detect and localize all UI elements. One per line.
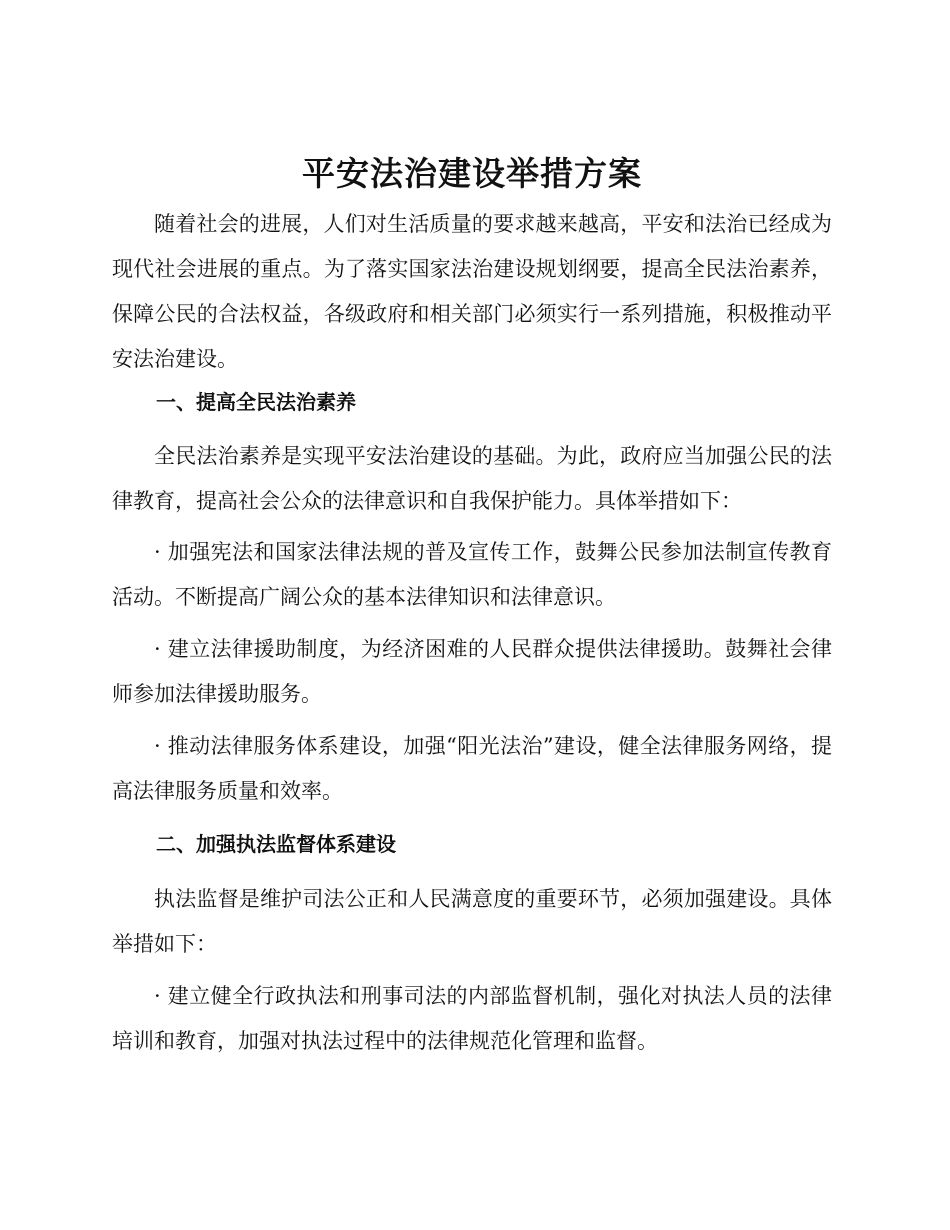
- document-title: 平安法治建设举措方案: [302, 154, 642, 193]
- section-2-heading: 二、加强执法监督体系建设: [156, 832, 396, 856]
- intro-paragraph: 随着社会的进展，人们对生活质量的要求越来越高，平安和法治已经成为现代社会进展的重点。为了落实国家法治建设规划纲要，提高全民法治素养，保障公民的合法权益，各级政府和相关部门必须实行一系列措施，积极推动平安法治建设。: [112, 212, 832, 371]
- section-1-bullet-3: · 推动法律服务体系建设，加强“阳光法治”建设，健全法律服务网络，提高法律服务质量和效率。: [112, 734, 832, 803]
- section-2-bullet-1: · 建立健全行政执法和刑事司法的内部监督机制，强化对执法人员的法律培训和教育，加强对执法过程中的法律规范化管理和监督。: [112, 984, 832, 1053]
- section-1-bullet-2: · 建立法律援助制度，为经济困难的人民群众提供法律援助。鼓舞社会律师参加法律援助服务。: [112, 637, 832, 706]
- section-1-heading: 一、提高全民法治素养: [156, 390, 356, 414]
- section-1-bullet-1: · 加强宪法和国家法律法规的普及宣传工作，鼓舞公民参加法制宣传教育活动。不断提高广阔公众的基本法律知识和法律意识。: [112, 540, 832, 609]
- section-1-intro: 全民法治素养是实现平安法治建设的基础。为此，政府应当加强公民的法律教育，提高社会公众的法律意识和自我保护能力。具体举措如下：: [112, 444, 832, 513]
- section-2-intro: 执法监督是维护司法公正和人民满意度的重要环节，必须加强建设。具体举措如下：: [112, 887, 832, 956]
